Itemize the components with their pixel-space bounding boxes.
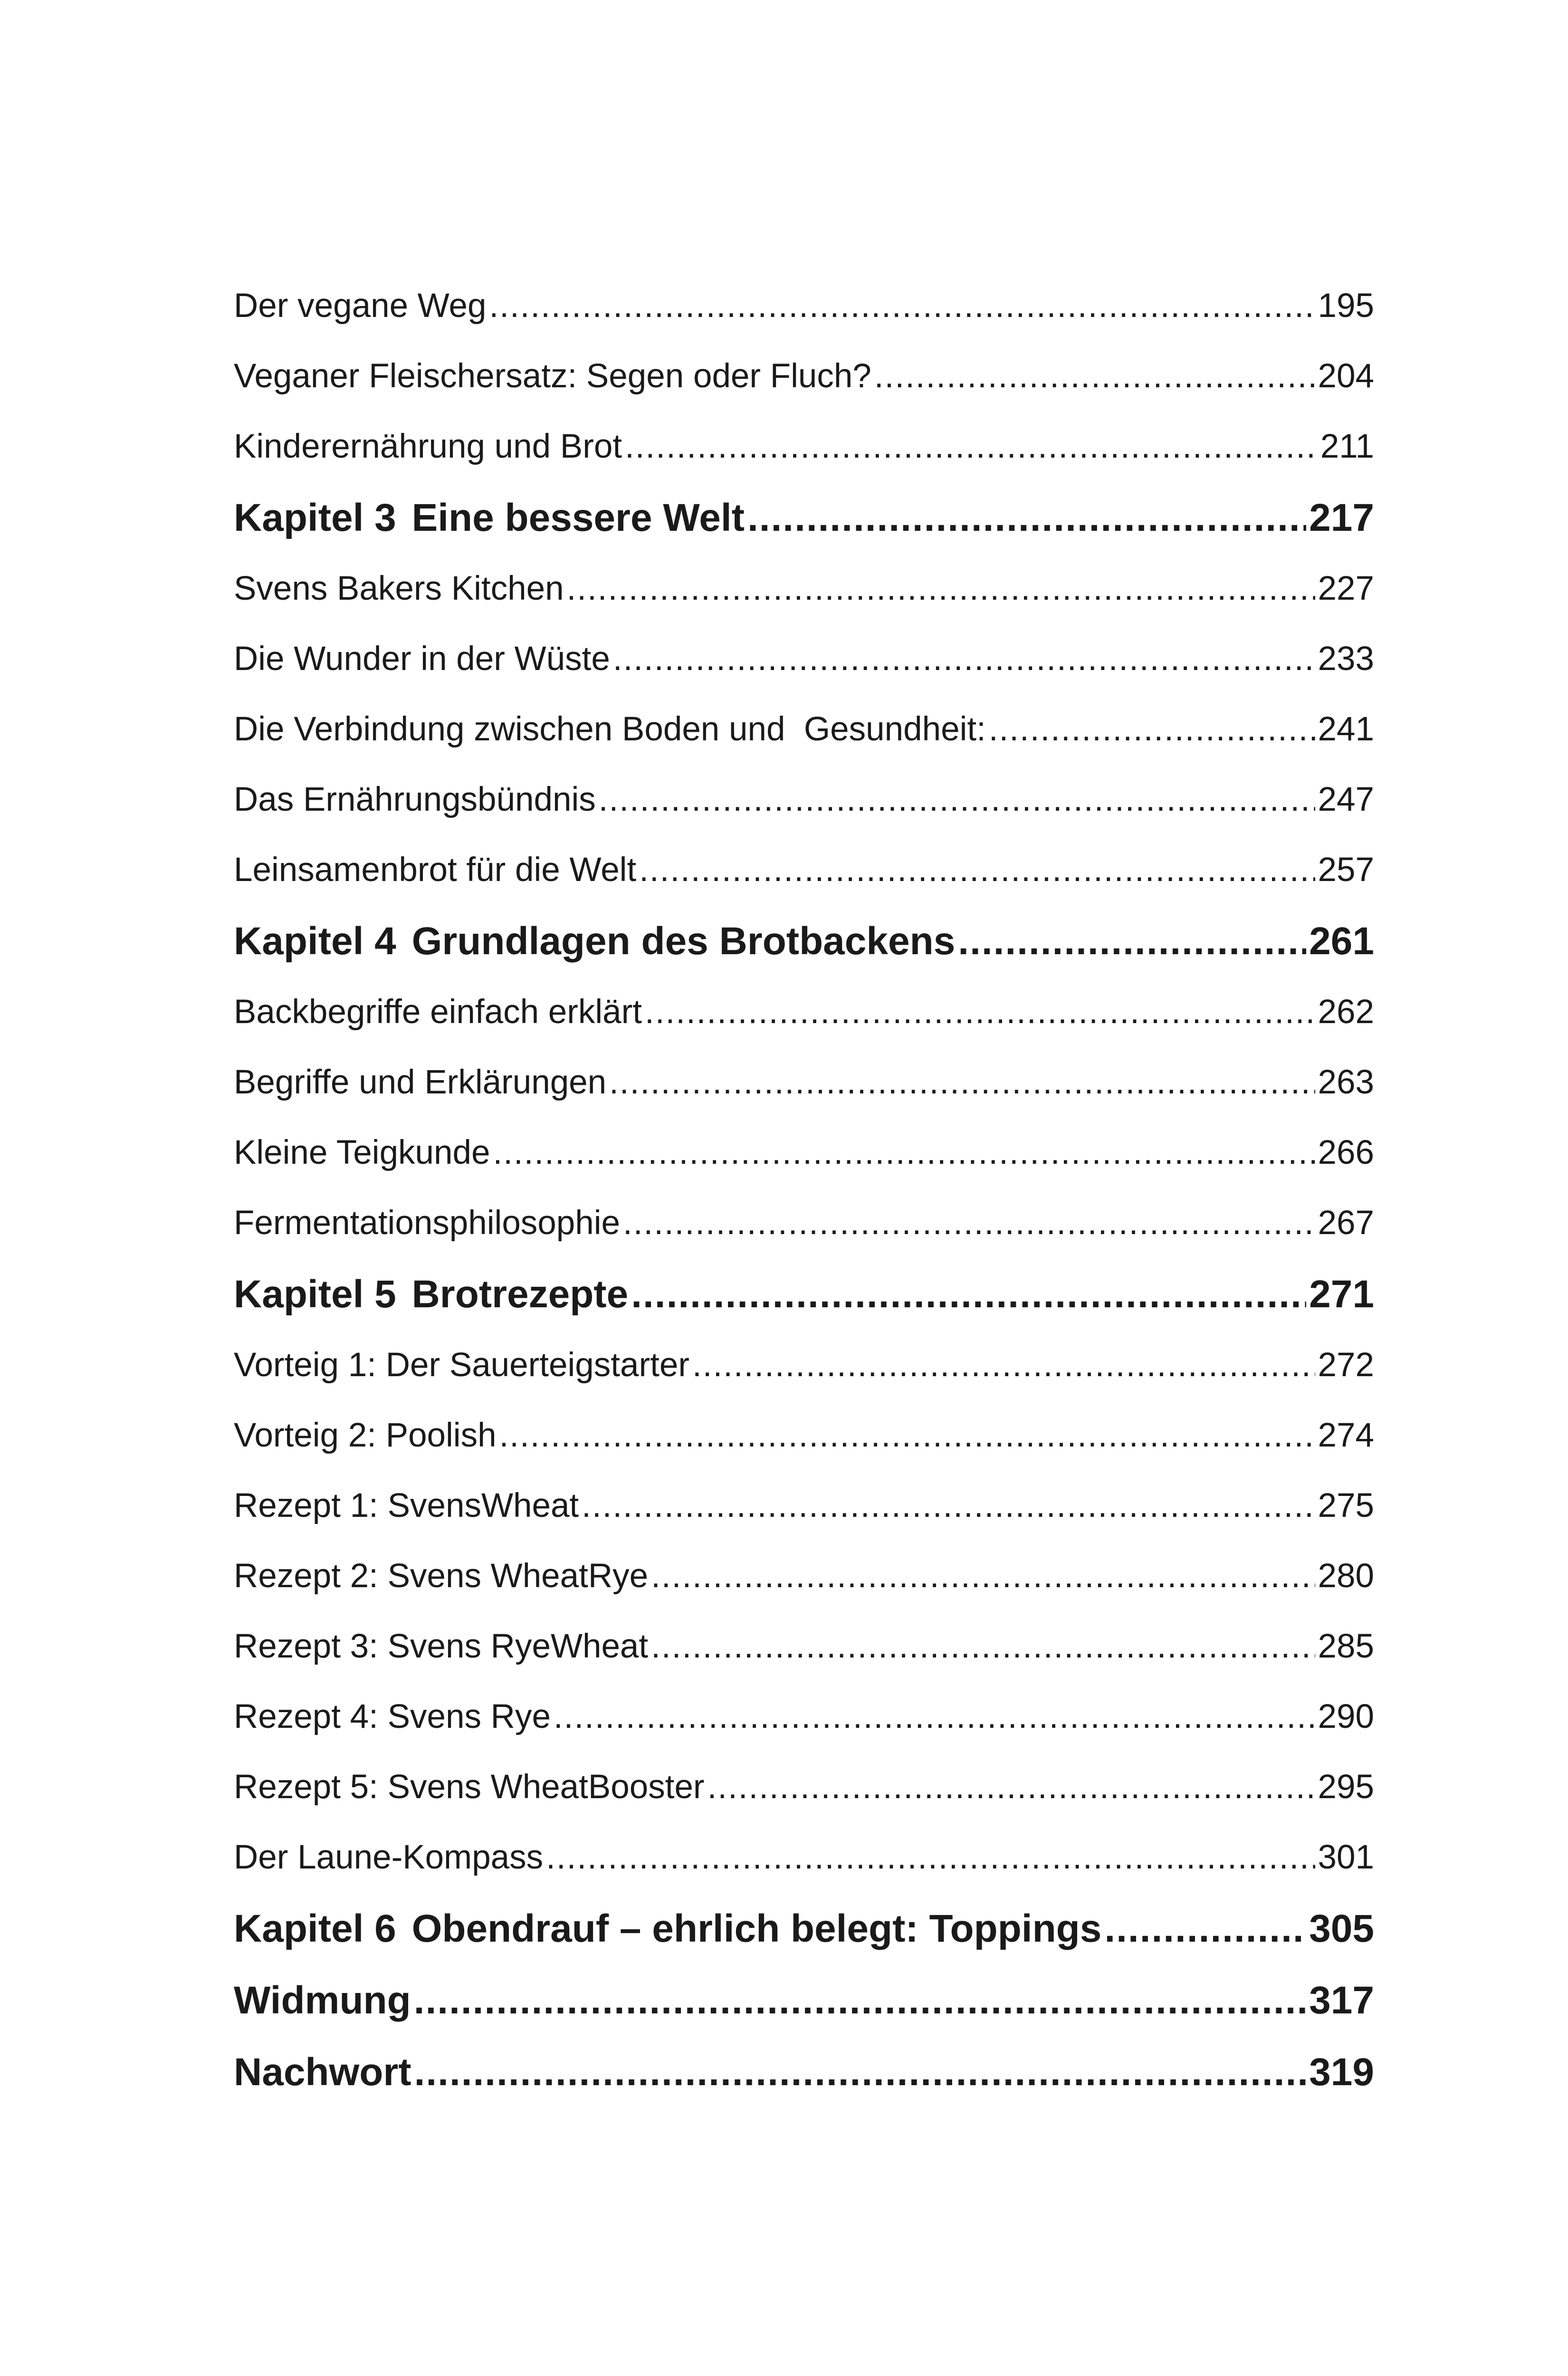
toc-dot-leader bbox=[414, 2036, 1307, 2108]
toc-entry bbox=[234, 341, 1374, 412]
toc-dot-leader bbox=[639, 835, 1315, 905]
table-of-contents bbox=[234, 271, 1374, 2108]
toc-dot-leader bbox=[499, 1400, 1315, 1471]
toc-entry bbox=[234, 1822, 1374, 1893]
toc-dot-leader bbox=[599, 765, 1315, 835]
toc-page-number: 285 bbox=[1318, 1628, 1374, 1665]
toc-dot-leader bbox=[489, 271, 1315, 341]
toc-chapter-title: Nachwort bbox=[234, 2050, 411, 2094]
toc-page-number: 274 bbox=[1318, 1417, 1374, 1454]
toc-entry-title: Vorteig 1: Der Sauerteigstarter bbox=[234, 1346, 689, 1384]
toc-entry-title: Rezept 3: Svens RyeWheat bbox=[234, 1628, 649, 1665]
toc-entry-title: Kleine Teigkunde bbox=[234, 1134, 490, 1171]
toc-entry-title: Vorteig 2: Poolish bbox=[234, 1417, 497, 1454]
toc-dot-leader bbox=[747, 482, 1306, 554]
chapter-name: Obendrauf – ehrlich belegt: Toppings bbox=[411, 1907, 1102, 1950]
toc-entry-title: Fermentationsphilosophie bbox=[234, 1204, 621, 1242]
toc-dot-leader bbox=[493, 1118, 1315, 1188]
toc-page-number: 241 bbox=[1318, 710, 1374, 748]
toc-chapter-title: Widmung bbox=[234, 1979, 411, 2022]
toc-dot-leader bbox=[645, 977, 1315, 1047]
toc-page-number: 295 bbox=[1318, 1768, 1374, 1806]
toc-chapter-title bbox=[234, 1893, 1101, 1964]
toc-entry-title: Der vegane Weg bbox=[234, 287, 487, 325]
toc-entry bbox=[234, 1752, 1374, 1822]
toc-dot-leader bbox=[692, 1330, 1315, 1400]
toc-entry-title: Svens Bakers Kitchen bbox=[234, 570, 564, 607]
toc-entry bbox=[234, 835, 1374, 905]
toc-page-number: 301 bbox=[1318, 1839, 1374, 1876]
toc-entry-title: Rezept 5: Svens WheatBooster bbox=[234, 1768, 705, 1806]
toc-dot-leader bbox=[625, 412, 1318, 482]
toc-page-number: 227 bbox=[1318, 570, 1374, 607]
toc-chapter-entry bbox=[234, 1893, 1374, 1964]
chapter-number: Kapitel 4 bbox=[234, 920, 396, 963]
toc-entry-title: Die Verbindung zwischen Boden und Gesundheit: bbox=[234, 710, 986, 748]
toc-entry bbox=[234, 694, 1374, 765]
toc-entry bbox=[234, 412, 1374, 482]
toc-entry-title: Kinderernährung und Brot bbox=[234, 428, 622, 465]
toc-entry-title: Rezept 2: Svens WheatRye bbox=[234, 1557, 649, 1595]
toc-dot-leader bbox=[708, 1752, 1315, 1822]
toc-dot-leader bbox=[623, 1188, 1315, 1258]
toc-entry-title: Backbegriffe einfach erklärt bbox=[234, 993, 642, 1031]
chapter-name: Eine bessere Welt bbox=[411, 496, 745, 539]
chapter-number: Kapitel 3 bbox=[234, 496, 396, 539]
toc-page-number: 272 bbox=[1318, 1346, 1374, 1384]
toc-entry bbox=[234, 977, 1374, 1047]
toc-page-number: 217 bbox=[1309, 496, 1374, 539]
toc-chapter-entry bbox=[234, 482, 1374, 554]
toc-dot-leader bbox=[609, 1047, 1315, 1118]
toc-page-number: 290 bbox=[1318, 1698, 1374, 1735]
toc-page-number: 263 bbox=[1318, 1063, 1374, 1101]
toc-page-number: 305 bbox=[1309, 1907, 1374, 1950]
toc-entry bbox=[234, 1400, 1374, 1471]
toc-page-number: 262 bbox=[1318, 993, 1374, 1031]
toc-chapter-entry bbox=[234, 2036, 1374, 2108]
toc-dot-leader bbox=[874, 341, 1315, 412]
toc-dot-leader bbox=[554, 1682, 1315, 1752]
toc-dot-leader bbox=[613, 624, 1315, 694]
toc-page-number: 280 bbox=[1318, 1557, 1374, 1595]
toc-page-number: 247 bbox=[1318, 781, 1374, 818]
toc-entry-title: Rezept 1: SvensWheat bbox=[234, 1487, 579, 1524]
toc-entry-title: Veganer Fleischersatz: Segen oder Fluch? bbox=[234, 357, 871, 395]
toc-entry bbox=[234, 1188, 1374, 1258]
toc-dot-leader bbox=[631, 1258, 1306, 1330]
toc-dot-leader bbox=[414, 1964, 1306, 2036]
toc-dot-leader bbox=[651, 1611, 1315, 1682]
toc-chapter-entry bbox=[234, 1258, 1374, 1330]
toc-chapter-title bbox=[234, 905, 955, 977]
chapter-name: Grundlagen des Brotbackens bbox=[411, 920, 956, 963]
toc-entry bbox=[234, 1682, 1374, 1752]
chapter-number: Kapitel 6 bbox=[234, 1907, 396, 1950]
toc-chapter-title bbox=[234, 1258, 628, 1330]
toc-page-number: 233 bbox=[1318, 640, 1374, 678]
toc-page-number: 195 bbox=[1318, 287, 1374, 325]
toc-entry-title: Rezept 4: Svens Rye bbox=[234, 1698, 551, 1735]
toc-page-number: 211 bbox=[1320, 428, 1374, 465]
toc-entry-title: Der Laune-Kompass bbox=[234, 1839, 544, 1876]
toc-entry-title: Begriffe und Erklärungen bbox=[234, 1063, 607, 1101]
toc-dot-leader bbox=[582, 1471, 1315, 1541]
toc-page-number: 275 bbox=[1318, 1487, 1374, 1524]
toc-dot-leader bbox=[958, 905, 1306, 977]
chapter-number: Kapitel 5 bbox=[234, 1273, 396, 1316]
toc-chapter-entry bbox=[234, 905, 1374, 977]
toc-entry bbox=[234, 1330, 1374, 1400]
toc-page-number: 267 bbox=[1318, 1204, 1374, 1242]
toc-entry bbox=[234, 1471, 1374, 1541]
toc-page-number: 319 bbox=[1309, 2050, 1374, 2094]
toc-entry-title: Leinsamenbrot für die Welt bbox=[234, 851, 637, 889]
toc-chapter-entry bbox=[234, 1964, 1374, 2036]
toc-dot-leader bbox=[989, 694, 1315, 765]
toc-entry bbox=[234, 1611, 1374, 1682]
toc-entry bbox=[234, 271, 1374, 341]
toc-entry-title: Die Wunder in der Wüste bbox=[234, 640, 610, 678]
toc-entry bbox=[234, 624, 1374, 694]
toc-page-number: 266 bbox=[1318, 1134, 1374, 1171]
toc-dot-leader bbox=[651, 1541, 1315, 1611]
toc-dot-leader bbox=[567, 554, 1315, 624]
toc-dot-leader bbox=[546, 1822, 1315, 1893]
toc-entry bbox=[234, 554, 1374, 624]
toc-entry bbox=[234, 1118, 1374, 1188]
toc-entry bbox=[234, 1047, 1374, 1118]
toc-entry-title: Das Ernährungsbündnis bbox=[234, 781, 596, 818]
toc-page-number: 204 bbox=[1318, 357, 1374, 395]
toc-dot-leader bbox=[1104, 1893, 1306, 1964]
chapter-name: Brotrezepte bbox=[411, 1273, 629, 1316]
toc-chapter-title bbox=[234, 482, 745, 554]
toc-page-number: 271 bbox=[1309, 1273, 1374, 1316]
toc-page-number: 261 bbox=[1309, 920, 1374, 963]
toc-page-number: 317 bbox=[1309, 1979, 1374, 2022]
toc-page-number: 257 bbox=[1318, 851, 1374, 889]
toc-entry bbox=[234, 1541, 1374, 1611]
toc-entry bbox=[234, 765, 1374, 835]
